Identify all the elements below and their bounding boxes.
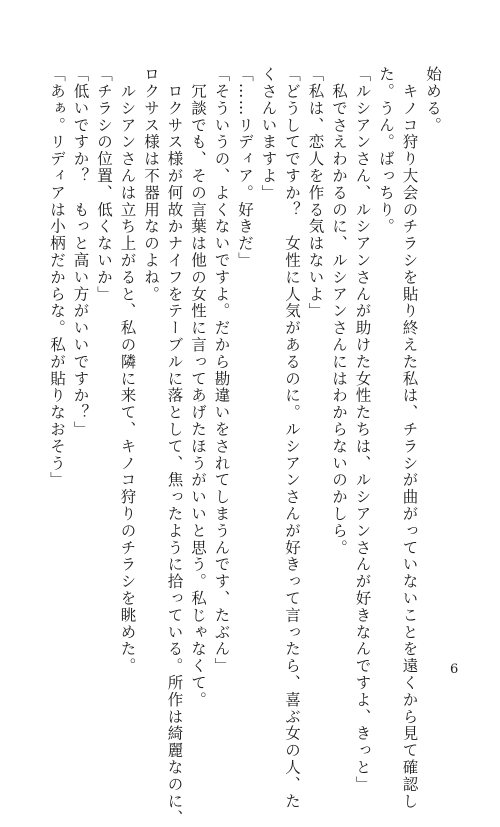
text-line: ルシアンさんは立ち上がると、私の隣に来て、キノコ狩りのチラシを眺めた。: [118, 66, 137, 675]
text-line: 私でさえわかるのに、ルシアンさんにはわからないのかしら。: [330, 66, 348, 557]
text-line: 「私は、恋人を作る気はないよ」: [306, 66, 325, 320]
text-line: 「あぁ。リディアは小柄だからな。私が貼りなおそう」: [48, 66, 66, 489]
text-line: 「そういうの、よくないですよ。だから勘違いをされてしまうんです、たぶん」: [212, 66, 231, 675]
text-line: ロクサス様が何故かナイフをテーブルに落として、焦ったように拾っている。所作は綺麗なのに、: [165, 66, 184, 827]
text-line: ロクサス様は不器用なのよね。: [142, 66, 160, 303]
text-line: 「チラシの位置、低くないか」: [95, 66, 113, 303]
text-line: た。うん。ばっちり。: [377, 66, 395, 235]
text-line: 「どうしてですか？ 女性に人気があるのに。ルシアンさんが好きって言ったら、喜ぶ女の人、た: [283, 66, 301, 810]
text-line: 始める。: [424, 66, 442, 134]
text-line: 「……リディア。好きだ」: [236, 66, 254, 269]
body-text: [48, 66, 444, 827]
text-line: 「ルシアンさん、ルシアンさんが助けた女性たちは、ルシアンさんが好きなんですよ、きっと」: [353, 66, 372, 793]
page-number: 6: [450, 662, 459, 677]
text-line: くさんいますよ」: [259, 66, 278, 202]
text-line: 「低いですか？ もっと高い方がいいですか？」: [71, 66, 90, 438]
text-line: 冗談でも、その言葉は他の女性に言ってあげたほうがいいと思う。私じゃなくて。: [189, 66, 207, 709]
text-line: キノコ狩り大会のチラシを貼り終えた私は、チラシが曲がっていないことを遠くから見て確認し: [400, 66, 419, 810]
